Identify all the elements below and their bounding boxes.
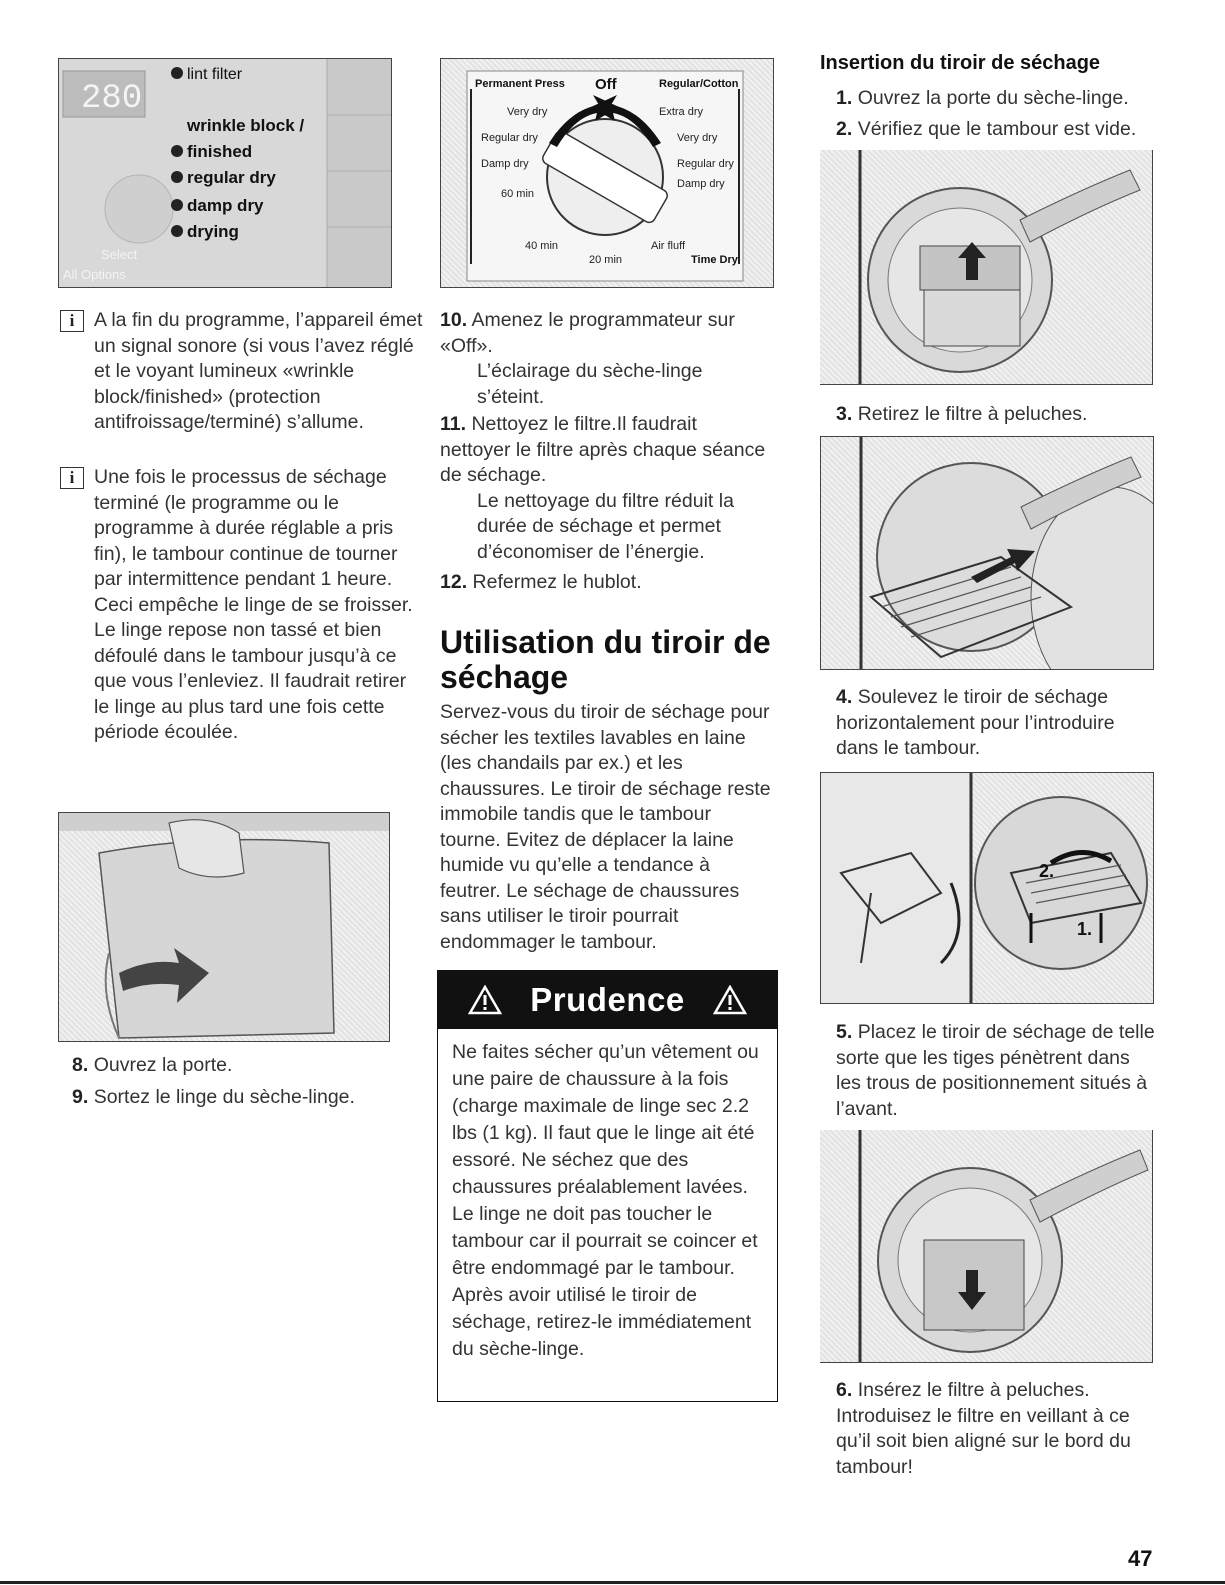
rack-insert-figure (820, 436, 1154, 670)
step-11: 11. Nettoyez le filtre.Il faudrait nettoyer le filtre après chaque séance de séchage. Le nettoyage du filtre réduit la durée de séchage et permet d’économiser de l’énergie. (440, 413, 766, 563)
step-2: 2. Vérifiez que le tambour est vide. (836, 118, 1137, 140)
svg-text:Very dry: Very dry (507, 106, 548, 118)
dial-permanent-press: Permanent Press (475, 78, 565, 90)
info-text: A la fin du programme, l’appareil émet un signal sonore (si vous l’avez réglé et le voyant lumineux «wrinkle block/finished» (protection antifroissage/terminé) s’allume. (94, 309, 423, 433)
svg-text:280: 280 (81, 80, 143, 118)
svg-text:Regular dry: Regular dry (677, 158, 734, 170)
bottom-rule (0, 1581, 1225, 1584)
panel-line-wrinkle: wrinkle block / (187, 116, 305, 135)
warning-icon (713, 985, 747, 1015)
caution-title: Prudence (530, 981, 685, 1018)
filter-insert-figure (820, 1130, 1153, 1363)
info-note-anti-wrinkle (60, 465, 413, 805)
drum-filter-figure (820, 150, 1153, 385)
caution-header (438, 971, 777, 1029)
step-6: 6. Insérez le filtre à peluches. Introduisez le filtre en veillant à ce qu’il soit bien aligné sur le bord du tambour! (836, 1379, 1131, 1478)
step-5: 5. Placez le tiroir de séchage de telle sorte que les tiges pénètrent dans les trous de positionnement situés à l’avant. (836, 1021, 1155, 1120)
step-9: 9. Sortez le linge du sèche-linge. (72, 1086, 355, 1108)
dial-regular-cotton: Regular/Cotton (659, 78, 739, 90)
svg-text:60 min: 60 min (501, 188, 535, 200)
program-dial-figure (440, 58, 774, 288)
control-panel-drawing (59, 59, 391, 287)
panel-line-regular: regular dry (187, 168, 276, 187)
panel-line-lint: lint filter (187, 66, 243, 83)
svg-text:20 min: 20 min (589, 254, 623, 266)
svg-text:Regular dry: Regular dry (481, 132, 538, 144)
svg-text:Damp dry: Damp dry (677, 178, 725, 190)
dial-off: Off (595, 76, 617, 93)
drum-drawing (820, 150, 1152, 384)
indicator-icon (171, 67, 183, 79)
panel-select-label: Select (101, 247, 138, 262)
control-panel-figure (58, 58, 392, 288)
panel-line-damp: damp dry (187, 196, 264, 215)
rack-step-label: 2. (1039, 861, 1055, 881)
step-12: 12. Refermez le hublot. (440, 571, 642, 593)
info-icon: i (60, 310, 84, 332)
caution-text: Ne faites sécher qu’un vêtement ou une paire de chaussure à la fois (charge maximale de linge sec 2.2 lbs (1 kg). Il faut que le linge ait été essoré. Ne séchez que des chaussures préalablement lavées. Le linge ne doit pas toucher le tambour car il pourrait se coincer et être endommagé par le tambour. Après avoir utilisé le tiroir de séchage, retirez-le immédiatement du sèche-linge. (452, 1041, 759, 1360)
insertion-heading: Insertion du tiroir de séchage (820, 52, 1101, 74)
section-intro: Servez-vous du tiroir de séchage pour sécher les textiles lavables en laine (les chandails par ex.) et les chaussures. Le tiroir de séchage reste immobile tandis que le tambour tourne. Evitez de déplacer la laine humide vu qu’elle a tendance à feutrer. Le séchage de chaussures sans utiliser le tiroir pourrait endommager le tambour. (440, 701, 771, 953)
step-1: 1. Ouvrez la porte du sèche-linge. (836, 87, 1129, 109)
warning-icon (468, 985, 502, 1015)
panel-line-drying: drying (187, 222, 239, 241)
indicator-icon (171, 199, 183, 211)
svg-text:Extra dry: Extra dry (659, 106, 704, 118)
indicator-icon (171, 145, 183, 157)
indicator-icon (171, 171, 183, 183)
svg-text:Very dry: Very dry (677, 132, 718, 144)
svg-text:40 min: 40 min (525, 240, 559, 252)
step-10: 10. Amenez le programmateur sur «Off». L’éclairage du sèche-linge s’éteint. (440, 309, 735, 408)
step-8: 8. Ouvrez la porte. (72, 1054, 233, 1076)
step-3: 3. Retirez le filtre à peluches. (836, 403, 1088, 425)
rack-position-figure (820, 772, 1154, 1004)
page-number: 47 (1128, 1546, 1153, 1571)
rack-position-drawing (821, 773, 1153, 1003)
svg-text:Air fluff: Air fluff (651, 240, 686, 252)
door-drawing (59, 813, 389, 1041)
info-text: Une fois le processus de séchage terminé (le programme ou le programme à durée réglable a pris fin), le tambour continue de tourner par intermittence pendant 1 heure. Ceci empêche le linge de se froisser. Le linge repose non tassé et bien défoulé dans le tambour jusqu’à ce que vous l’enleviez. Il faudrait retirer le linge au plus tard une fois cette période écoulée. (94, 466, 413, 743)
rack-step-label: 1. (1077, 919, 1093, 939)
section-heading: Utilisation du tiroir de séchage (440, 624, 771, 695)
svg-text:Damp dry: Damp dry (481, 158, 529, 170)
dial-drawing (441, 59, 773, 287)
info-note-end-of-program (60, 308, 423, 458)
panel-line-finished: finished (187, 142, 253, 161)
step-4: 4. Soulevez le tiroir de séchage horizontalement pour l’introduire dans le tambour. (836, 686, 1115, 759)
rack-drawing (821, 437, 1153, 669)
filter-insert-drawing (820, 1130, 1152, 1362)
svg-text:Time Dry: Time Dry (691, 254, 738, 266)
panel-options-label: All Options (63, 267, 126, 282)
door-open-figure (58, 812, 390, 1042)
caution-box (437, 970, 778, 1402)
indicator-icon (171, 225, 183, 237)
info-icon: i (60, 467, 84, 489)
